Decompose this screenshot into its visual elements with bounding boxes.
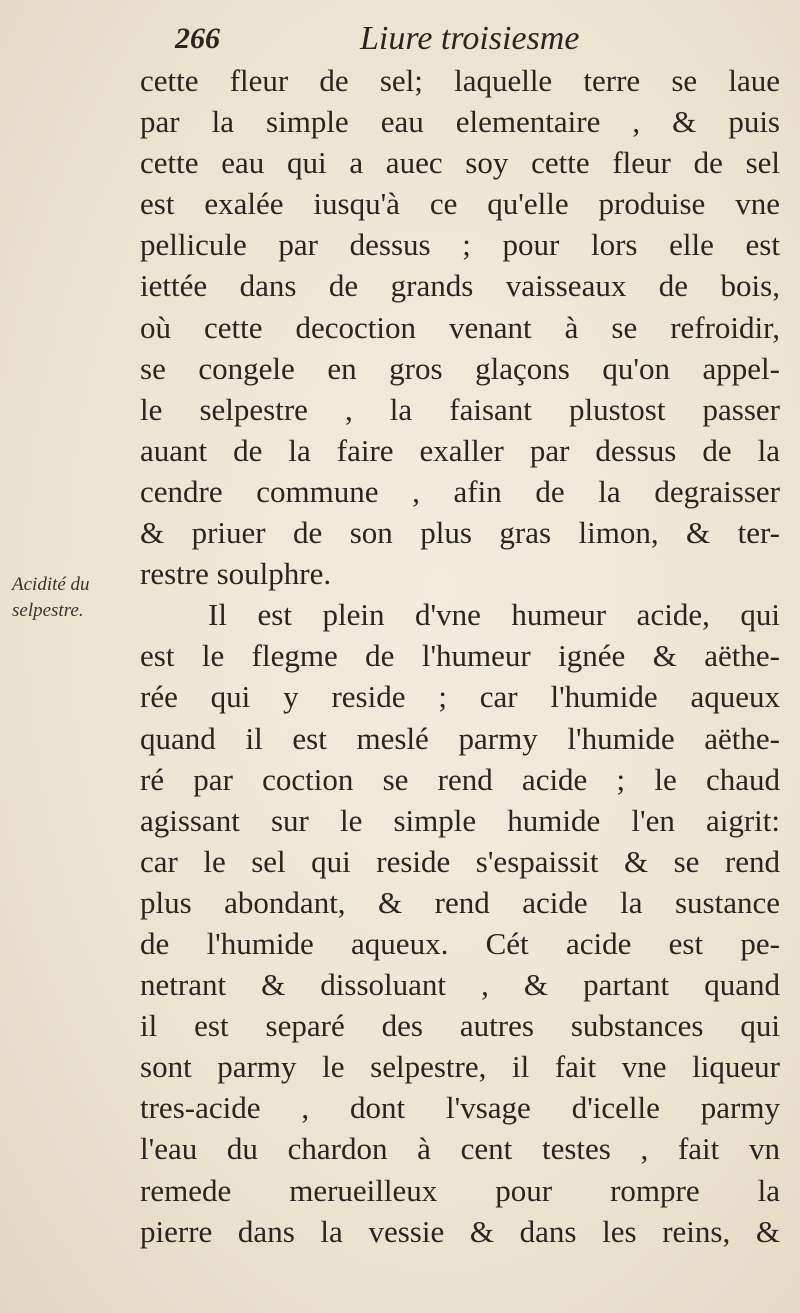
- text-line: se congele en gros glaçons qu'on appel-: [140, 350, 780, 386]
- text-line: restre soulphre.: [140, 556, 332, 592]
- text-line: iettée dans de grands vaisseaux de bois,: [140, 268, 780, 304]
- text-line: pierre dans la vessie & dans les reins, &: [140, 1213, 780, 1249]
- text-line: auant de la faire exaller par dessus de la: [140, 432, 780, 468]
- running-head: Liure troisiesme: [360, 20, 580, 57]
- text-line: est exalée iusqu'à ce qu'elle produise vne: [140, 186, 780, 222]
- text-line: netrant & dissoluant , & partant quand: [140, 967, 780, 1003]
- text-line: quand il est meslé parmy l'humide aëthe-: [140, 720, 780, 756]
- text-line: rée qui y reside ; car l'humide aqueux: [140, 679, 780, 715]
- text-line: agissant sur le simple humide l'en aigrit:: [140, 802, 780, 838]
- text-line: cette eau qui a auec soy cette fleur de sel: [140, 145, 780, 181]
- text-line: est le flegme de l'humeur ignée & aëthe-: [140, 638, 780, 674]
- text-line: car le sel qui reside s'espaissit & se rend: [140, 843, 780, 879]
- text-line: où cette decoction venant à se refroidir,: [140, 309, 780, 345]
- text-line: cette fleur de sel; laquelle terre se laue: [140, 63, 780, 98]
- text-line: tres-acide , dont l'vsage d'icelle parmy: [140, 1090, 780, 1126]
- text-line: cendre commune , afin de la degraisser: [140, 473, 780, 509]
- text-line: de l'humide aqueux. Cét acide est pe-: [140, 925, 780, 961]
- text-line: le selpestre , la faisant plustost passer: [140, 391, 780, 427]
- text-line: plus abondant, & rend acide la sustance: [140, 884, 780, 920]
- text-line: Il est plein d'vne humeur acide, qui: [208, 597, 780, 633]
- text-line: pellicule par dessus ; pour lors elle est: [140, 227, 780, 263]
- page-number: 266: [175, 22, 220, 55]
- text-line: & priuer de son plus gras limon, & ter-: [140, 515, 780, 551]
- text-line: ré par coction se rend acide ; le chaud: [140, 761, 780, 797]
- page-header: [175, 18, 735, 66]
- body-text: [140, 60, 780, 1252]
- text-line: remede merueilleux pour rompre la: [140, 1172, 780, 1208]
- text-line: il est separé des autres substances qui: [140, 1008, 780, 1044]
- text-line: par la simple eau elementaire , & puis: [140, 104, 780, 140]
- marginal-note-line: Acidité du: [12, 574, 90, 595]
- marginal-note-line: selpestre.: [12, 600, 84, 621]
- text-line: l'eau du chardon à cent testes , fait vn: [140, 1131, 780, 1167]
- marginal-note: [12, 572, 142, 624]
- text-line: sont parmy le selpestre, il fait vne liqueur: [140, 1049, 780, 1085]
